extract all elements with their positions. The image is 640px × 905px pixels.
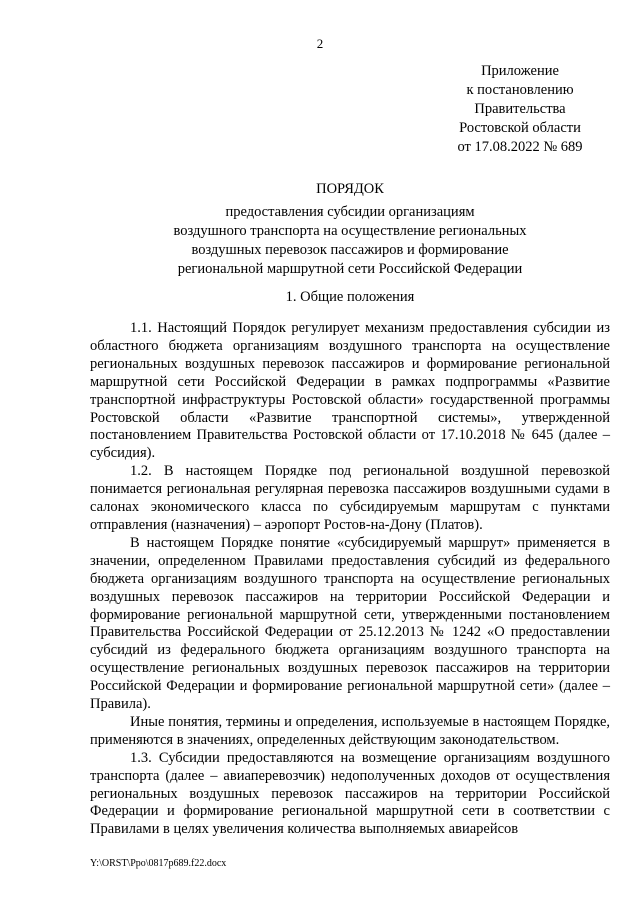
appendix-line: от 17.08.2022 № 689: [457, 139, 583, 155]
paragraph: 1.2. В настоящем Порядке под региональной воздушной перевозкой понимается региональная регулярная перевозка пассажиров воздушными судами в салонах экономического класса по субсидируемым маршрутам с пунктами отправления (назначения) – аэропорт Ростов-на-Дону (Платов).: [90, 463, 610, 533]
appendix-line: Ростовской области: [459, 120, 581, 136]
paragraph: В настоящем Порядке понятие «субсидируемый маршрут» применяется в значении, определенном Правилами предоставления субсидий из федерального бюджета организациям воздушного транспорта на осуществление региональных воздушных перевозок пассажиров на территории Российской Федерации и формирование региональной маршрутной сети, утвержденными постановлением Правительства Российской Федерации от 25.12.2013 № 1242 «О предоставлении субсидий из федерального бюджета организациям воздушного транспорта на осуществление региональных воздушных перевозок пассажиров на территории Российской Федерации и формирование региональной маршрутной сети» (далее – Правила).: [90, 534, 610, 713]
paragraph: Иные понятия, термины и определения, используемые в настоящем Порядке, применяются в значениях, определенных действующим законодательством.: [90, 713, 610, 748]
document-title: ПОРЯДОК: [316, 181, 384, 197]
document-subtitle-line: предоставления субсидии организациям: [225, 204, 475, 220]
appendix-line: Приложение: [481, 63, 559, 79]
paragraph: 1.1. Настоящий Порядок регулирует механизм предоставления субсидии из областного бюджета организациям воздушного транспорта на осуществление региональных воздушных перевозок пассажиров и формирование региональной маршрутной сети Российской Федерации в рамках подпрограммы «Развитие транспортной инфраструктуры Ростовской области» государственной программы Ростовской области «Развитие транспортной системы», утвержденной постановлением Правительства Ростовской области от 17.10.2018 № 645 (далее – субсидия).: [90, 320, 610, 462]
appendix-line: Правительства: [474, 101, 566, 117]
footer-file-path: Y:\ORST\Ppo\0817p689.f22.docx: [90, 858, 227, 869]
document-subtitle-line: региональной маршрутной сети Российской Федерации: [177, 261, 523, 277]
appendix-block: [440, 62, 600, 157]
appendix-line: к постановлению: [466, 82, 574, 98]
page-number: 2: [316, 36, 324, 51]
paragraph: 1.3. Субсидии предоставляются на возмещение организациям воздушного транспорта (далее – авиаперевозчик) недополученных доходов от осуществления региональных воздушных перевозок пассажиров на территории Российской Федерации и формирование региональной маршрутной сети в соответствии с Правилами в целях увеличения количества выполняемых авиарейсов: [90, 749, 610, 838]
document-subtitle-line: воздушного транспорта на осуществление региональных: [173, 223, 527, 239]
document-subtitle-line: воздушных перевозок пассажиров и формирование: [191, 242, 509, 258]
document-body: [90, 320, 610, 839]
document-title-block: [90, 180, 610, 279]
section-heading: 1. Общие положения: [285, 289, 415, 305]
